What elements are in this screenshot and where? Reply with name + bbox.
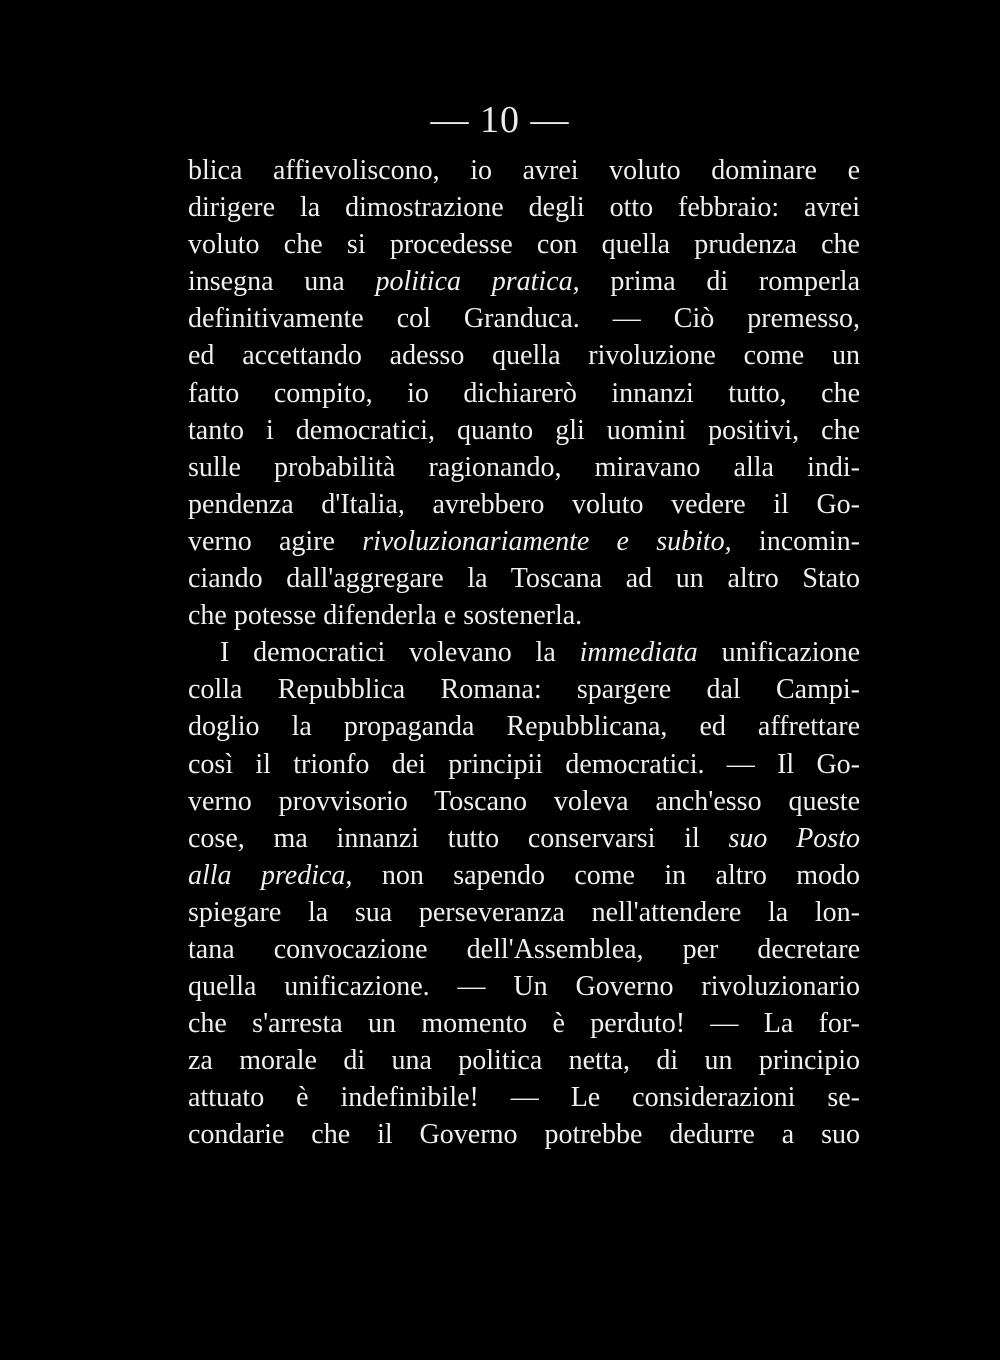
italic-text: politica pratica,: [375, 266, 580, 298]
italic-text: immediata: [579, 637, 698, 669]
text-segment: doglio la propaganda Repubblicana, ed affrettare: [188, 711, 860, 743]
text-line: [188, 412, 860, 449]
text-line: [188, 560, 860, 597]
text-line: [188, 1005, 860, 1042]
text-line: [188, 671, 860, 708]
text-line: [188, 375, 860, 412]
text-line: [188, 1042, 860, 1079]
text-segment: ed accettando adesso quella rivoluzione come un: [188, 340, 860, 372]
text-segment: colla Repubblica Romana: spargere dal Campi-: [188, 674, 860, 706]
text-line: [188, 746, 860, 783]
text-segment: ciando dall'aggregare la Toscana ad un altro Stato: [188, 563, 860, 595]
text-line: [188, 708, 860, 745]
text-segment: condarie che il Governo potrebbe dedurre a suo: [188, 1119, 860, 1151]
body-text: [188, 152, 860, 1154]
text-segment: tana convocazione dell'Assemblea, per decretare: [188, 933, 860, 965]
text-segment: così il trionfo dei principii democratici. — Il Go-: [188, 748, 860, 780]
text-segment: verno provvisorio Toscano voleva anch'esso queste: [188, 785, 860, 817]
text-line: [188, 857, 860, 894]
text-segment: unificazione: [697, 637, 860, 669]
text-segment: tanto i democratici, quanto gli uomini positivi, che: [188, 414, 860, 446]
text-line: [188, 226, 860, 263]
text-line: [188, 486, 860, 523]
text-line: [188, 300, 860, 337]
text-line: [188, 597, 860, 634]
text-segment: dirigere la dimostrazione degli otto febbraio: avrei: [188, 192, 860, 224]
text-line: [188, 894, 860, 931]
text-line: [188, 263, 860, 300]
text-segment: blica affievoliscono, io avrei voluto dominare e: [188, 155, 860, 186]
text-segment: prima di romperla: [579, 266, 860, 298]
text-segment: insegna una: [188, 266, 376, 298]
text-segment: pendenza d'Italia, avrebbero voluto vedere il Go-: [188, 488, 860, 520]
text-segment: attuato è indefinibile! — Le considerazioni se-: [188, 1082, 860, 1114]
text-segment: che s'arresta un momento è perduto! — La for-: [188, 1008, 860, 1040]
text-line: [188, 523, 860, 560]
text-line: [188, 820, 860, 857]
text-segment: voluto che si procedesse con quella prudenza che: [188, 229, 860, 261]
text-segment: fatto compito, io dichiarerò innanzi tutto, che: [188, 377, 860, 409]
text-segment: sulle probabilità ragionando, miravano alla indi-: [188, 451, 860, 483]
text-line: [188, 449, 860, 486]
text-segment: I democratici volevano la: [220, 637, 580, 669]
text-segment: spiegare la sua perseveranza nell'attendere la lon-: [188, 896, 860, 928]
text-segment: che potesse difenderla e sostenerla.: [188, 600, 583, 632]
text-line: [188, 189, 860, 226]
text-segment: non sapendo come in altro modo: [352, 859, 860, 891]
text-line: [188, 152, 860, 189]
text-line: [188, 1116, 860, 1153]
text-segment: cose, ma innanzi tutto conservarsi il: [188, 822, 729, 854]
text-line: [188, 634, 860, 671]
text-segment: verno agire: [188, 525, 363, 557]
text-line: [188, 968, 860, 1005]
text-segment: quella unificazione. — Un Governo rivoluzionario: [188, 971, 860, 1003]
text-line: [188, 337, 860, 374]
italic-text: suo Posto: [728, 822, 860, 854]
text-line: [188, 783, 860, 820]
page-number: — 10 —: [430, 99, 570, 141]
italic-text: rivoluzionariamente e subito,: [362, 525, 732, 557]
text-segment: incomin-: [731, 525, 860, 557]
italic-text: alla predica,: [188, 859, 353, 891]
text-segment: za morale di una politica netta, di un principio: [188, 1045, 860, 1077]
text-line: [188, 1079, 860, 1116]
text-line: [188, 931, 860, 968]
text-segment: definitivamente col Granduca. — Ciò premesso,: [188, 303, 860, 335]
